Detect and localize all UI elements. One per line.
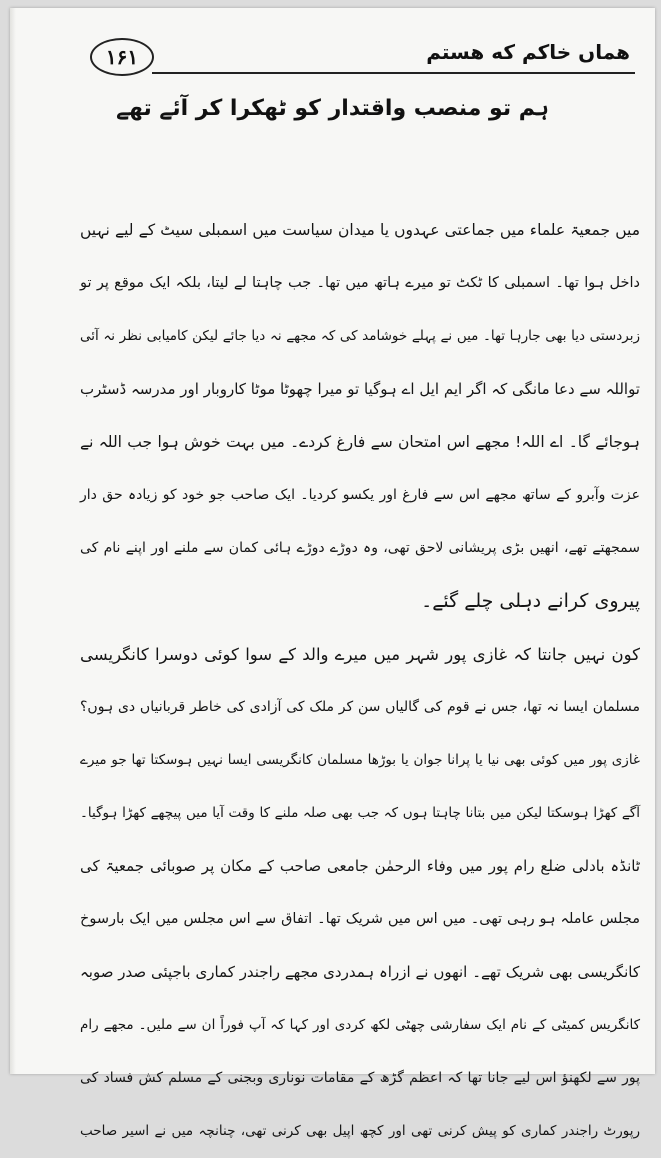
text-line: کانگریس کمیٹی کے نام ایک سفارشی چھٹی لکھ کردی اور کہا کہ آپ فوراً ان سے ملیں۔ مجھے رام [80, 1017, 640, 1033]
text-line: تواللہ سے دعا مانگی کہ اگر ایم ایل اے ہوگیا تو میرا چھوٹا موٹا کاروبار اور مدرسہ ڈسٹرب [80, 380, 640, 398]
page-binding-edge [10, 8, 16, 1074]
text-line: کانگریسی بھی شریک تھے۔ انھوں نے ازراہ ہمدردی مجھے راجندر کماری باجپئی صدر صوبہ [80, 963, 640, 981]
book-page [10, 8, 655, 1139]
text-line: عزت وآبرو کے ساتھ مجھے اس سے فارغ اور یکسو کردیا۔ ایک صاحب جو خود کو زیادہ حق دار [80, 487, 640, 503]
running-header-title: هماں خاکم که هستم [426, 40, 630, 64]
text-line: مسلمان ایسا نہ تھا، جس نے قوم کی گالیاں سن کر ملک کی آزادی کی خاطر قربانیاں دی ہوں؟ [80, 699, 640, 715]
text-line: زبردستی دیا بھی جارہا تھا۔ میں نے پہلے خوشامد کی کہ مجھے نہ دیا جائے لیکن کامیابی نظر نہ آئی [80, 328, 640, 344]
body-text [80, 204, 640, 1158]
text-line: داخل ہوا تھا۔ اسمبلی کا ٹکٹ تو میرے ہاتھ میں تھا۔ جب چاہتا لے لیتا، بلکہ ایک موقع پر تو [80, 275, 640, 291]
page-number: ۱۶۱ [90, 38, 154, 76]
text-line: مجلس عاملہ ہو رہی تھی۔ میں اس میں شریک تھا۔ اتفاق سے اس مجلس میں ایک بارسوخ [80, 911, 640, 927]
text-line: کون نہیں جانتا کہ غازی پور شہر میں میرے والد کے سوا کوئی دوسرا کانگریسی [80, 645, 640, 664]
text-line: پور سے لکھنؤ اس لیے جانا تھا کہ اعظم گڑھ کے مقامات نوناری وبجنی کے مسلم کش فساد کی [80, 1070, 640, 1086]
text-line: رپورٹ راجندر کماری کو پیش کرنی تھی اور کچھ اپیل بھی کرنی تھی، چنانچہ میں نے اسیر صاحب [80, 1123, 640, 1139]
text-line: ہوجائے گا۔ اے اللہ! مجھے اس امتحان سے فارغ کردے۔ میں بہت خوش ہوا جب اللہ نے [80, 433, 640, 451]
text-line: ٹانڈہ بادلی ضلع رام پور میں وفاء الرحمٰن جامعی صاحب کے مکان پر صوبائی جمعیۃ کی [80, 857, 640, 875]
text-line: آگے کھڑا ہوسکتا لیکن میں بتانا چاہتا ہوں کہ جب بھی صلہ ملنے کا وقت آیا میں پیچھے کھڑا ہوگیا۔ [80, 805, 640, 821]
text-line: غازی پور میں کوئی بھی نیا یا پرانا جوان یا بوڑھا مسلمان کانگریسی ایسا نہیں ہوسکتا تھا جو میرے [80, 752, 640, 768]
header-rule [152, 72, 635, 74]
text-line: پیروی کرانے دہلی چلے گئے۔ [421, 590, 640, 612]
page-header [90, 38, 635, 78]
chapter-title: ہم تو منصب واقتدار کو ٹھکرا کر آئے تھے [116, 96, 549, 121]
text-line: سمجھتے تھے، انھیں بڑی پریشانی لاحق تھی، وہ دوڑے دوڑے ہائی کمان سے ملنے اور اپنے نام کی [80, 540, 640, 556]
text-line: میں جمعیۃ علماء میں جماعتی عہدوں یا میدان سیاست میں اسمبلی سیٹ کے لیے نہیں [80, 221, 640, 239]
